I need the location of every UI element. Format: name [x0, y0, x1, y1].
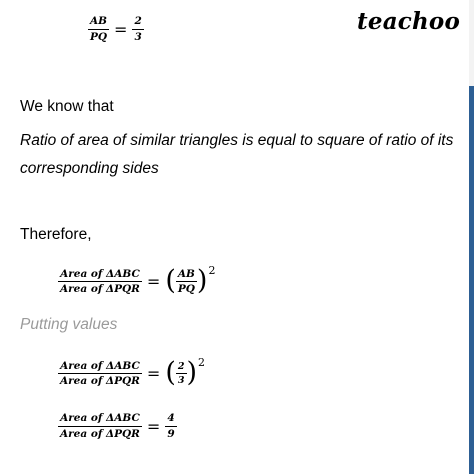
property-text-line1: Ratio of area of similar triangles is equal to square of ratio of its — [20, 132, 454, 149]
fraction-area-ratio — [58, 269, 142, 295]
we-know-text: We know that — [20, 98, 114, 115]
denominator: PQ — [177, 283, 195, 295]
close-paren: ) — [196, 265, 208, 296]
area-ratio-result-equation — [58, 413, 177, 439]
close-paren: ) — [186, 357, 198, 388]
ratio-equation — [88, 16, 144, 42]
fraction-2-3 — [176, 362, 187, 386]
scrollbar-thumb[interactable] — [469, 86, 474, 474]
denominator: Area of ΔPQR — [60, 427, 140, 440]
denominator: 3 — [134, 30, 142, 43]
equals-sign: = — [114, 19, 128, 39]
exponent: 2 — [208, 264, 216, 277]
fraction-area-ratio — [58, 361, 142, 387]
fraction-ab-pq — [176, 269, 197, 295]
area-ratio-substituted-equation — [58, 356, 206, 388]
fraction-area-ratio — [58, 413, 142, 439]
numerator: Area of ΔABC — [60, 412, 140, 424]
denominator: 3 — [177, 375, 185, 386]
putting-values-text: Putting values — [20, 316, 118, 333]
numerator: 4 — [167, 412, 175, 424]
property-text-line2: corresponding sides — [20, 160, 159, 177]
numerator: AB — [90, 15, 108, 27]
equals-sign: = — [146, 272, 161, 291]
exponent: 2 — [198, 356, 206, 369]
numerator: AB — [177, 267, 195, 280]
teachoo-logo[interactable]: teachoo — [357, 8, 460, 35]
denominator: Area of ΔPQR — [60, 375, 140, 387]
numerator: Area of ΔABC — [60, 359, 140, 372]
therefore-text: Therefore, — [20, 226, 92, 243]
fraction-ab-pq — [88, 16, 109, 42]
scrollbar-track[interactable] — [469, 0, 474, 474]
fraction-4-9 — [165, 413, 176, 439]
denominator: PQ — [90, 30, 108, 43]
numerator: 2 — [177, 360, 185, 372]
equals-sign: = — [146, 364, 161, 383]
equals-sign: = — [146, 416, 161, 436]
numerator: 2 — [134, 15, 142, 27]
area-ratio-equation — [58, 264, 216, 296]
fraction-2-3 — [132, 16, 143, 42]
denominator: 9 — [167, 427, 175, 440]
open-paren: ( — [165, 265, 176, 296]
numerator: Area of ΔABC — [60, 267, 140, 280]
open-paren: ( — [165, 357, 176, 388]
denominator: Area of ΔPQR — [60, 283, 140, 295]
